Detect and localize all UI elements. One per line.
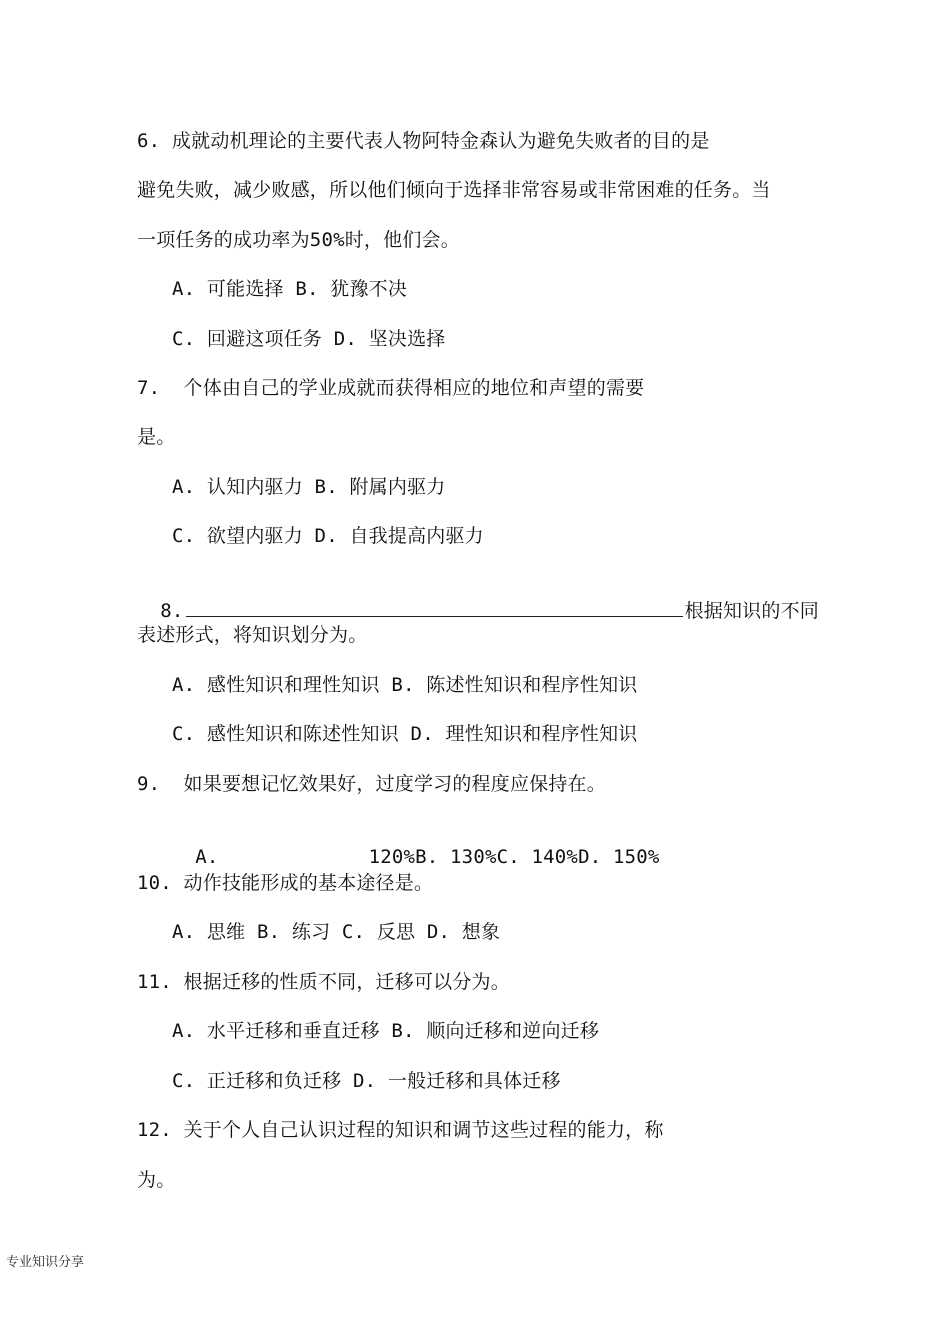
q8-options-2: C. 感性知识和陈述性知识 D. 理性知识和程序性知识 bbox=[172, 723, 638, 745]
q8-options-1: A. 感性知识和理性知识 B. 陈述性知识和程序性知识 bbox=[172, 674, 638, 696]
q11-line1: 11. 根据迁移的性质不同，迁移可以分为。 bbox=[137, 971, 510, 993]
q7-line2: 是。 bbox=[137, 426, 176, 448]
q6-options-2: C. 回避这项任务 D. 坚决选择 bbox=[172, 328, 446, 350]
q10-options-1: A. 思维 B. 练习 C. 反思 D. 想象 bbox=[172, 921, 501, 943]
q8-line2: 表述形式，将知识划分为。 bbox=[137, 624, 368, 646]
q12-line2: 为。 bbox=[137, 1169, 176, 1191]
q7-options-1: A. 认知内驱力 B. 附属内驱力 bbox=[172, 476, 446, 498]
footer-text: 专业知识分享 bbox=[6, 1255, 85, 1270]
q8-line1 bbox=[137, 574, 819, 623]
q7-line1: 7. 个体由自己的学业成就而获得相应的地位和声望的需要 bbox=[137, 377, 645, 399]
q6-line1: 6. 成就动机理论的主要代表人物阿特金森认为避免失败者的目的是 bbox=[137, 130, 710, 152]
q6-line2: 避免失败，减少败感，所以他们倾向于选择非常容易或非常困难的任务。当 bbox=[137, 179, 771, 201]
q9-line1: 9. 如果要想记忆效果好，过度学习的程度应保持在。 bbox=[137, 773, 606, 795]
q7-options-2: C. 欲望内驱力 D. 自我提高内驱力 bbox=[172, 525, 484, 547]
q8-number: 8. bbox=[160, 600, 184, 622]
q6-line3: 一项任务的成功率为50%时，他们会。 bbox=[137, 229, 460, 251]
q8-line1-tail: 根据知识的不同 bbox=[684, 600, 819, 622]
q9-option-a: A. bbox=[195, 846, 219, 868]
q12-line1: 12. 关于个人自己认识过程的知识和调节这些过程的能力，称 bbox=[137, 1119, 664, 1141]
answer-blank bbox=[186, 598, 683, 617]
q11-options-2: C. 正迁移和负迁移 D. 一般迁移和具体迁移 bbox=[172, 1070, 561, 1092]
q9-options bbox=[172, 821, 660, 869]
q11-options-1: A. 水平迁移和垂直迁移 B. 顺向迁移和逆向迁移 bbox=[172, 1020, 600, 1042]
q6-options-1: A. 可能选择 B. 犹豫不决 bbox=[172, 278, 408, 300]
q10-line1: 10. 动作技能形成的基本途径是。 bbox=[137, 872, 434, 894]
q9-options-rest: 120%B. 130%C. 140%D. 150% bbox=[368, 846, 660, 868]
